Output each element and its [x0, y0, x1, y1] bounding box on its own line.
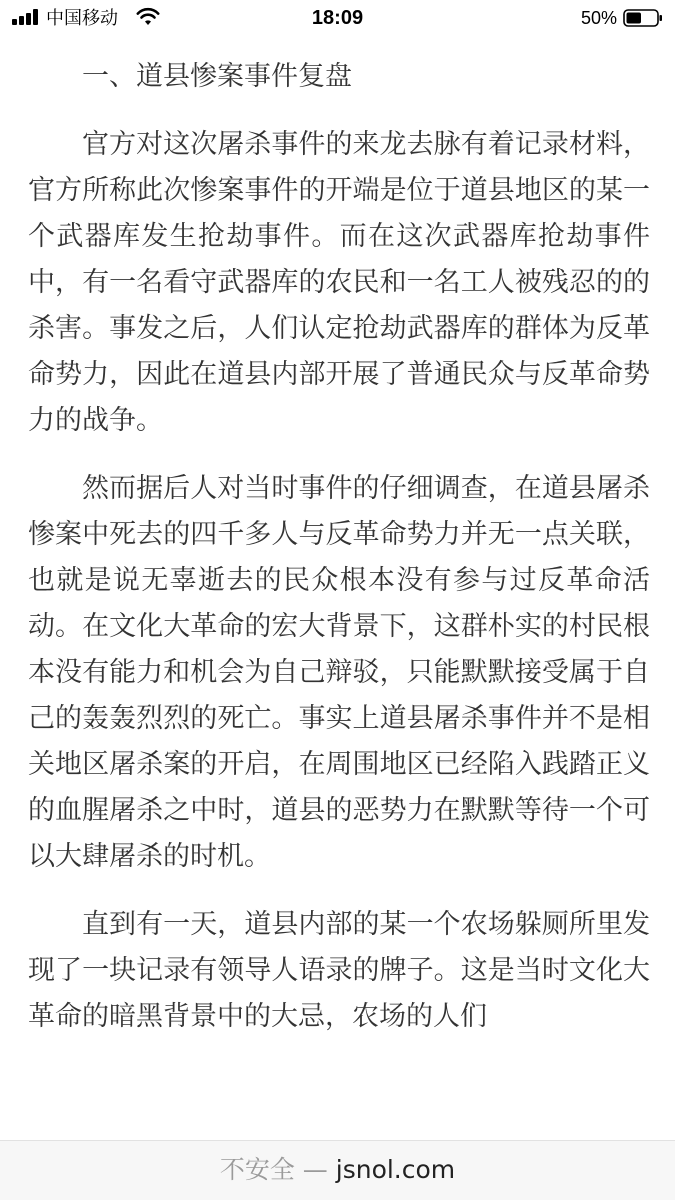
article-paragraph-2: 然而据后人对当时事件的仔细调查，在道县屠杀惨案中死去的四千多人与反革命势力并无一点关联，也就是说无辜逝去的民众根本没有参与过反革命活动。在文化大革命的宏大背景下，这群朴实的村民根本没有能力和机会为自己辩驳，只能默默接受属于自己的轰轰烈烈的死亡。事实上道县屠杀事件并不是相关地区屠杀案的开启，在周围地区已经陷入践踏正义的血腥屠杀之中时，道县的恶势力在默默等待一个可以大肆屠杀的时机。	[28, 473, 650, 872]
address-bar[interactable]	[0, 1140, 675, 1200]
battery-percent: 50%	[580, 8, 617, 28]
url-domain: jsnol.com	[335, 1155, 456, 1184]
article-paragraph-1: 官方对这次屠杀事件的来龙去脉有着记录材料，官方所称此次惨案事件的开端是位于道县地区的某一个武器库发生抢劫事件。而在这次武器库抢劫事件中，有一名看守武器库的农民和一名工人被残忍的的杀害。事发之后，人们认定抢劫武器库的群体为反革命势力，因此在道县内部开展了普通民众与反革命势力的战争。	[28, 129, 650, 436]
not-secure-label: 不安全	[219, 1155, 295, 1184]
status-time: 18:09	[311, 7, 364, 29]
article-body	[28, 54, 650, 1140]
section-heading: 一、道县惨案事件复盘	[82, 61, 352, 92]
status-bar	[0, 0, 675, 36]
article-paragraph-3: 直到有一天，道县内部的某一个农场躲厕所里发现了一块记录有领导人语录的牌子。这是当时文化大革命的暗黑背景中的大忌，农场的人们	[28, 909, 650, 1032]
battery-icon	[623, 9, 663, 27]
url-separator: —	[302, 1155, 328, 1184]
carrier-name: 中国移动	[46, 8, 118, 28]
